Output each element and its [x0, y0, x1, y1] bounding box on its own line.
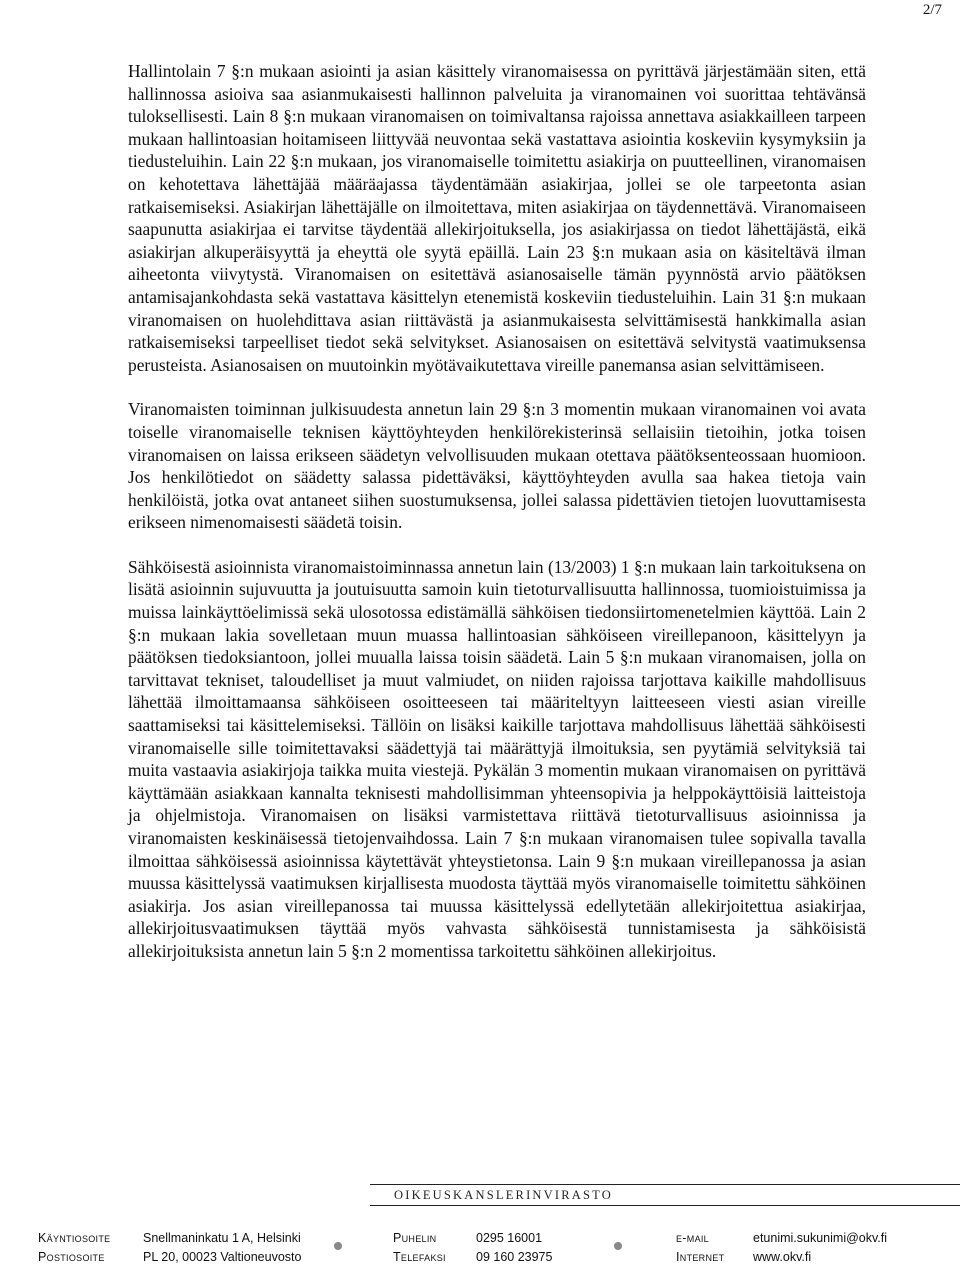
- footer-row-2: [0, 1250, 960, 1268]
- fax-label: Telefaksi: [393, 1250, 446, 1264]
- website-value[interactable]: www.okv.fi: [753, 1250, 812, 1264]
- paragraph-hallintolaki: Hallintolain 7 §:n mukaan asiointi ja asian käsittely viranomaisessa on pyrittävä järjestämään siten, että hallinnossa asioiva saa asianmukaisesti hallinnon palveluita ja viranomainen voi suorittaa tehtävänsä tuloksellisesti. Lain 8 §:n mukaan viranomaisen on toimivaltansa rajoissa annettava asiakkailleen tarpeen mukaan hallintoasian hoitamiseen liittyvää neuvontaa sekä vastattava asiointia koskeviin kysymyksiin ja tiedusteluihin. Lain 22 §:n mukaan, jos viranomaiselle toimitettu asiakirja on puutteellinen, viranomaisen on kehotettava lähettäjää määräajassa täydentämään asiakirjaa, jollei se ole tarpeetonta asian ratkaisemiseksi. Asiakirjan lähettäjälle on ilmoitettava, miten asiakirjaa on täydennettävä. Viranomaiseen saapunutta asiakirjaa ei tarvitse täydentää allekirjoituksella, jos asiakirjassa on tiedot lähettäjästä, eikä asiakirjan alkuperäisyyttä ja eheyttä ole syytä epäillä. Lain 23 §:n mukaan asia on käsiteltävä ilman aiheetonta viivytystä. Viranomaisen on esitettävä asianosaiselle tämän pyynnöstä arvio päätöksen antamisajankohdasta sekä vastattava käsittelyn etenemistä koskeviin tiedusteluihin. Lain 31 §:n mukaan viranomaisen on huolehdittava asian riittävästä ja asianmukaisesta selvittämisestä hankkimalla asian ratkaisemiseksi tarpeelliset tiedot sekä selvitykset. Asianosaisen on esitettävä selvitystä vaatimuksensa perusteista. Asianosaisen on muutoinkin myötävaikutettava vireille panemansa asian selvittämiseen.: [128, 61, 866, 375]
- internet-label: Internet: [676, 1250, 725, 1264]
- fax-value: 09 160 23975: [476, 1250, 553, 1264]
- document-body: [128, 60, 866, 985]
- visiting-address-value: Snellmaninkatu 1 A, Helsinki: [143, 1231, 301, 1245]
- visiting-address-label: Käyntiosoite: [38, 1231, 111, 1245]
- email-value[interactable]: etunimi.sukunimi@okv.fi: [753, 1231, 888, 1245]
- paragraph-sahkoinen-asiointi: Sähköisestä asioinnista viranomaistoiminnassa annetun lain (13/2003) 1 §:n mukaan lain tarkoituksena on lisätä asioinnin sujuvuutta ja joutuisuutta samoin kuin tietoturvallisuutta hallinnossa, tuomioistuimissa ja muissa lainkäyttöelimissä sekä ulosotossa edistämällä sähköisen tiedonsiirtomenetelmien käyttöä. Lain 2 §:n mukaan lakia sovelletaan muun muassa hallintoasian sähköiseen vireillepanoon, käsittelyyn ja päätöksen tiedoksiantoon, jollei muualla laissa toisin säädetä. Lain 5 §:n mukaan viranomaisen, jolla on tarvittavat tekniset, taloudelliset ja muut valmiudet, on niiden rajoissa tarjottava kaikille mahdollisuus lähettää ilmoittamaansa sähköiseen osoitteeseen tai määriteltyyn laitteeseen viesti asian vireille saattamiseksi tai käsittelemiseksi. Tällöin on lisäksi kaikille tarjottava mahdollisuus lähettää sähköisesti viranomaiselle sille toimitettavaksi säädettyjä tai määrättyjä ilmoituksia, sen pyytämiä selvityksiä tai muita vastaavia asiakirjoja taikka muita viestejä. Pykälän 3 momentin mukaan viranomaisen on pyrittävä käyttämään asiakkaan kannalta teknisesti mahdollisimman yhteensopivia ja helppokäyttöisiä laitteistoja ja ohjelmistoja. Viranomaisen on lisäksi varmistettava riittävä tietoturvallisuus asioinnissa ja viranomaisten keskinäisessä tietojenvaihdossa. Lain 7 §:n mukaan viranomaisen tulee sopivalla tavalla ilmoittaa sähköisessä asioinnissa käytettävät yhteystietonsa. Lain 9 §:n mukaan vireillepanossa ja asian muussa käsittelyssä vaatimuksen kirjallisesta muodosta täyttää myös viranomaiselle toimitettu sähköinen asiakirja. Jos asian vireillepanossa tai muussa käsittelyssä edellytetään allekirjoitettua asiakirjaa, allekirjoitusvaatimuksen täyttää myös vahvasta sähköisestä tunnistamisesta ja sähköisistä allekirjoituksista annetun lain 5 §:n 2 momentissa tarkoitettu sähköinen allekirjoitus.: [128, 556, 866, 961]
- footer-rule-top: [370, 1184, 960, 1185]
- postal-address-label: Postiosoite: [38, 1250, 105, 1264]
- footer-row-1: [0, 1231, 960, 1249]
- postal-address-value: PL 20, 00023 Valtioneuvosto: [143, 1250, 302, 1264]
- phone-value: 0295 16001: [476, 1231, 543, 1245]
- footer-separator-dot-icon: [334, 1242, 342, 1250]
- footer-rule-bottom: [370, 1205, 960, 1206]
- page-number: 2/7: [922, 2, 942, 18]
- paragraph-julkisuuslaki: Viranomaisten toiminnan julkisuudesta annetun lain 29 §:n 3 momentin mukaan viranomainen voi avata toiselle viranomaiselle teknisen käyttöyhteyden henkilörekisterinsä sellaisiin tietoihin, jotka toisen viranomaisen on laissa erikseen säädetyn velvollisuuden mukaan otettava päätöksenteossaan huomioon. Jos henkilötiedot on säädetty salassa pidettäväksi, käyttöyhteyden avulla saa hakea tietoja vain henkilöistä, jotka ovat antaneet siihen suostumuksensa, jollei salassa pidettävien tietojen luovuttamisesta erikseen nimenomaisesti säädetä toisin.: [128, 399, 866, 533]
- phone-label: Puhelin: [393, 1231, 437, 1245]
- footer-separator-dot-icon: [614, 1242, 622, 1250]
- email-label: e-mail: [676, 1231, 709, 1245]
- agency-name: OIKEUSKANSLERINVIRASTO: [394, 1188, 614, 1202]
